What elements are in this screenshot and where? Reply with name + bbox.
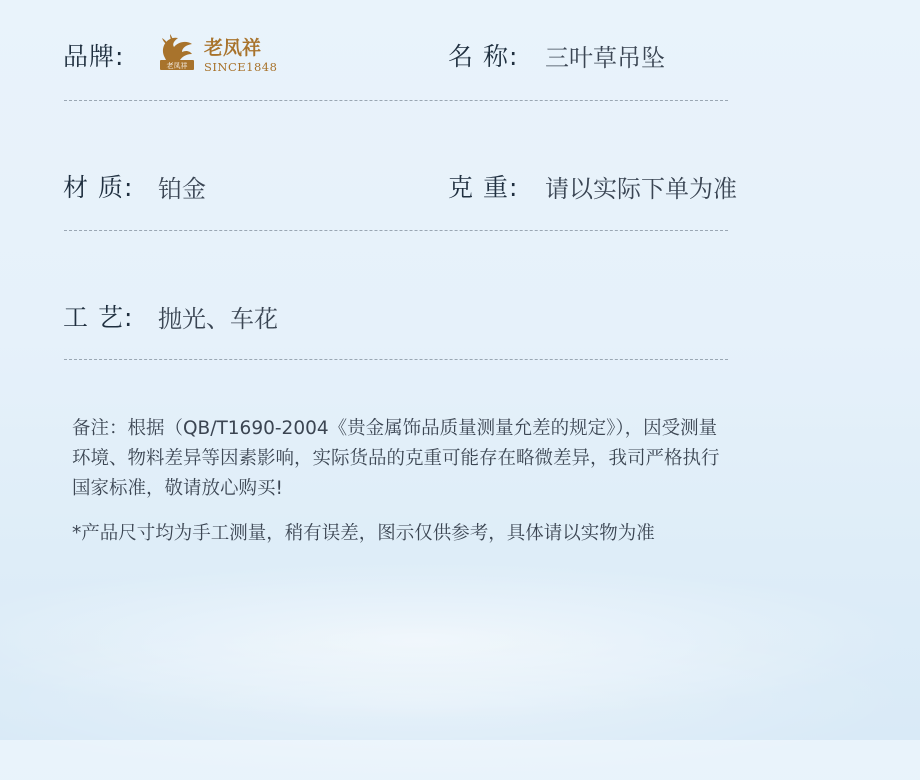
material-label: 材 质: xyxy=(63,173,134,202)
measurement-note: *产品尺寸均为手工测量，稍有误差，图示仅供参考，具体请以实物为准 xyxy=(72,523,655,544)
material-value: 铂金 xyxy=(158,175,206,203)
name-label: 名 称: xyxy=(448,42,519,71)
divider xyxy=(64,230,728,231)
weight-value: 请以实际下单为准 xyxy=(545,175,737,203)
brand-logo-text: 老凤祥 xyxy=(204,37,262,59)
craft-label: 工 艺: xyxy=(63,303,134,332)
divider xyxy=(64,100,728,101)
disclaimer-note: 备注：根据（QB/T1690-2004《贵金属饰品质量测量允差的规定》），因受测量环境、物料差异等因素影响，实际货品的克重可能存在略微差异，我司严格执行国家标准，敬请放心购买! xyxy=(72,418,720,499)
notes-section xyxy=(72,414,732,549)
craft-value: 抛光、车花 xyxy=(158,305,278,333)
background-wave xyxy=(0,620,920,780)
divider xyxy=(64,359,728,360)
brand-since-text: SINCE1848 xyxy=(204,60,278,74)
phoenix-icon xyxy=(162,34,192,60)
name-value: 三叶草吊坠 xyxy=(545,44,665,72)
brand-seal-text: 老凤祥 xyxy=(166,62,188,70)
brand-logo xyxy=(156,32,278,74)
brand-label: 品牌: xyxy=(63,42,125,71)
weight-label: 克 重: xyxy=(448,173,519,202)
